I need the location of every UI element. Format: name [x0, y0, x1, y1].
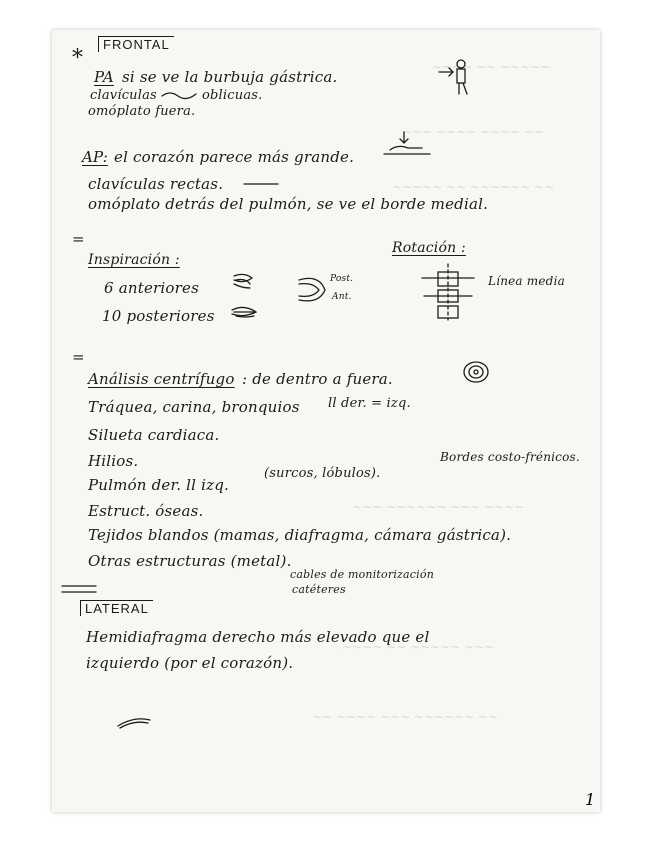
pa-line-1: si se ve la burbuja gástrica.	[122, 68, 338, 86]
analisis-line-1b: ll der. = izq.	[328, 396, 411, 411]
analisis-line-7: Otras estructuras (metal).	[88, 552, 292, 570]
lateral-line-2: izquierdo (por el corazón).	[86, 654, 294, 672]
bleed-through: ~~~ ~~~~~~ ~~~ ~~~~	[352, 500, 525, 514]
lateral-line-1: Hemidiafragma derecho más elevado que el	[86, 628, 430, 646]
pa-line-2b: oblicuas.	[202, 88, 263, 103]
notebook-page	[52, 30, 600, 812]
midline-label: Línea media	[488, 274, 565, 288]
inspiracion-item-2: 10 posteriores	[102, 307, 215, 325]
bleed-through: ~~~ ~~~~ ~~~~ ~~	[402, 125, 545, 139]
divider-double-line	[60, 582, 100, 596]
lying-patient-icon	[382, 130, 434, 160]
inspiracion-item-1: 6 anteriores	[104, 279, 199, 297]
ant-label: Ant.	[332, 292, 352, 302]
analisis-line-9: catéteres	[292, 583, 346, 596]
spiral-icon	[462, 360, 490, 384]
analisis-line-3b: Bordes costo-frénicos.	[440, 450, 580, 464]
divider-mark: =	[72, 230, 85, 248]
post-label: Post.	[330, 274, 354, 284]
frontal-heading: FRONTAL	[98, 36, 174, 52]
rib-count-icon	[230, 270, 260, 326]
analisis-line-3: Hilios.	[88, 452, 139, 470]
bleed-through: ~~~~ ~~ ~~~~~ ~~~	[342, 640, 495, 654]
star-mark: *	[72, 46, 84, 71]
pa-label: PA	[94, 68, 114, 86]
analisis-line-8: cables de monitorización	[290, 568, 434, 581]
wavy-line-icon	[160, 88, 200, 102]
pa-line-3: omóplato fuera.	[88, 104, 196, 119]
dash-line	[242, 180, 282, 188]
analisis-line-1: Tráquea, carina, bronquios	[88, 398, 300, 416]
analisis-line-5: Estruct. óseas.	[88, 502, 204, 520]
ap-line-1: el corazón parece más grande.	[114, 148, 355, 166]
divider-mark: =	[72, 348, 85, 366]
lateral-heading: LATERAL	[80, 600, 153, 616]
pa-line-2a: clavículas	[90, 88, 157, 103]
ap-line-3: omóplato detrás del pulmón, se ve el borde medial.	[88, 195, 489, 213]
rotacion-title: Rotación :	[392, 240, 466, 256]
bleed-through: ~~ ~~~~ ~~~ ~~~~~~ ~~	[312, 710, 499, 724]
bleed-through: ~~~~ ~~ ~~~~~	[432, 60, 551, 74]
curve-mark	[116, 714, 156, 730]
ap-line-2: clavículas rectas.	[88, 175, 224, 193]
analisis-line-4: Pulmón der. ll izq.	[88, 476, 230, 494]
inspiracion-title: Inspiración :	[88, 252, 180, 268]
analisis-line-2: Silueta cardiaca.	[88, 426, 220, 444]
analisis-line-4b: (surcos, lóbulos).	[264, 466, 381, 481]
patient-figure-icon	[437, 58, 477, 98]
page-number: 1	[585, 790, 596, 809]
ap-label: AP:	[82, 148, 109, 166]
bleed-through: ~~~~~ ~~ ~~~~~~ ~~	[392, 180, 555, 194]
analisis-line-6: Tejidos blandos (mamas, diafragma, cámara gástrica).	[88, 526, 512, 544]
spine-midline-icon	[418, 262, 488, 322]
analisis-title: Análisis centrífugo	[88, 370, 235, 388]
analisis-subtitle: : de dentro a fuera.	[242, 370, 393, 388]
